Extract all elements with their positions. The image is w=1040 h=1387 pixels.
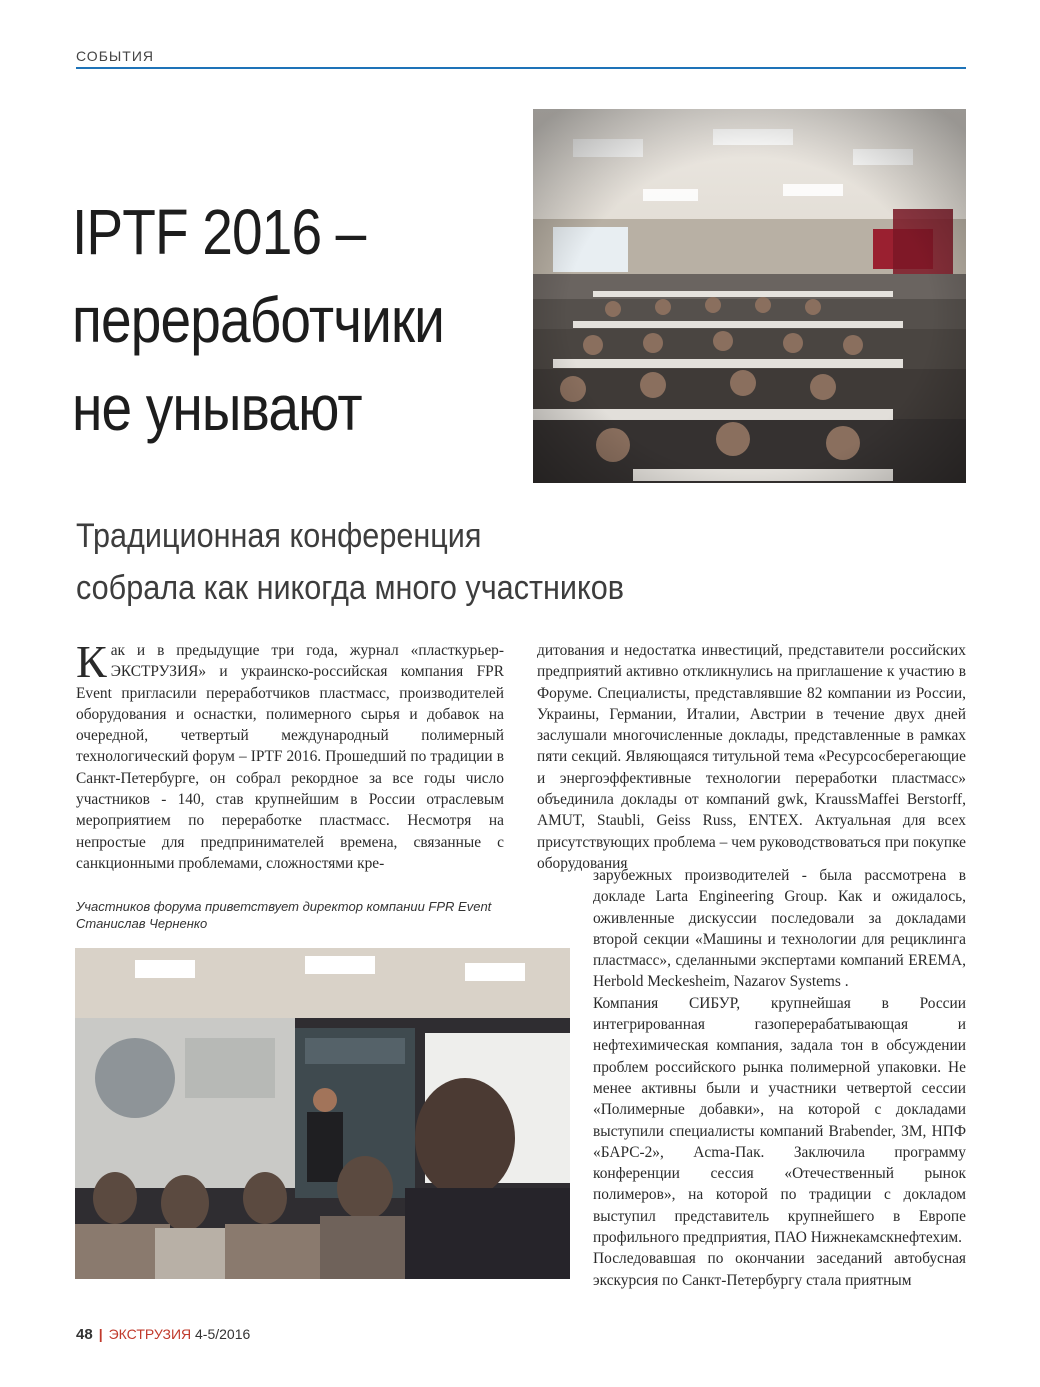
page-number: 48 (76, 1326, 93, 1343)
page-footer (76, 1326, 250, 1343)
photo-caption: Участников форума приветствует директор компании FPR Event Станислав Черненко (76, 899, 492, 931)
speaker-photo (75, 948, 570, 1279)
article-column-3 (593, 865, 966, 1291)
section-label: СОБЫТИЯ (76, 48, 154, 64)
issue-number: 4-5/2016 (195, 1326, 251, 1342)
dropcap: К (76, 636, 107, 687)
article-column-2 (537, 640, 966, 874)
article-text-1: ак и в предыдущие три года, журнал «пласткурьер-ЭКСТРУЗИЯ» и украинско-российская компания FPR Event пригласили переработчиков пластмасс, производителей оборудования и оснастки, полимерного сырья и добавок на очередной, четвертый международный полимерный технологический форум – IPTF 2016. Прошедший по традиции в Санкт-Петербурге, он собрал рекордное за все годы число участников - 140, став крупнейшим в России отраслевым мероприятием по переработке пластмасс. Несмотря на непростые для предпринимателей времена, связанные с санкционными проблемами, сложностями кре- (76, 642, 504, 872)
article-text-3b: Компания СИБУР, крупнейшая в России интегрированная газоперерабатывающая и нефтехимическая компания, задала тон в обсуждении проблем российского рынка полимерной упаковки. Не менее активны были и участники четвертой сессии «Полимерные добавки», на которой с докладами выступили специалисты компаний Brabender, 3M, НПФ «БАРС-2», Acma-Пак. Заключила программу конференции сессия «Отечественный рынок полимеров», на которой по традиции с докладом выступил представитель крупнейшего в Европе профильного предприятия, ПАО Нижнекамскнефтехим. (593, 994, 966, 1247)
article-text-2: дитования и недостатка инвестиций, представители российских предприятий активно откликнулись на приглашение к участию в Форуме. Специалисты, представлявшие 82 компании из России, Украины, Германии, Италии, Австрии в течение двух дней заслушали многочисленные доклады, представленные в рамках пяти секций. Являющаяся титульной тема «Ресурсосберегающие и энергоэффективные технологии переработки пластмасс» объединила доклады от компаний gwk, KraussMaffei Berstorff, AMUT, Staubli, Geiss Russ, ENTEX. Актуальная для всех присутствующих проблема – чем руководствоваться при покупке оборудования (537, 642, 966, 872)
subtitle-line-2: собрала как никогда много участников (76, 569, 625, 607)
article-text-3a: зарубежных производителей - была рассмотрена в докладе Larta Engineering Group. Как и ожидалось, оживленные дискуссии последовали за докладами второй секции «Машины и технологии для рециклинга пластмасс», сделанными экспертами компаний EREMA, Herbold Meckesheim, Nazarov Systems . (593, 867, 966, 991)
section-divider (76, 67, 966, 69)
headline-line-2: переработчики (72, 284, 445, 356)
article-text-3c: Последовавшая по окончании заседаний автобусная экскурсия по Санкт-Петербургу стала приятным (593, 1250, 966, 1289)
subtitle (76, 510, 624, 614)
subtitle-line-1: Традиционная конференция (76, 517, 482, 555)
footer-separator: | (98, 1326, 103, 1342)
article-column-1 (76, 636, 504, 874)
magazine-name: ЭКСТРУЗИЯ (108, 1326, 192, 1342)
headline (72, 188, 468, 452)
headline-line-1: IPTF 2016 – (72, 196, 366, 268)
headline-line-3: не унывают (72, 372, 362, 444)
conference-hall-photo (533, 109, 966, 483)
